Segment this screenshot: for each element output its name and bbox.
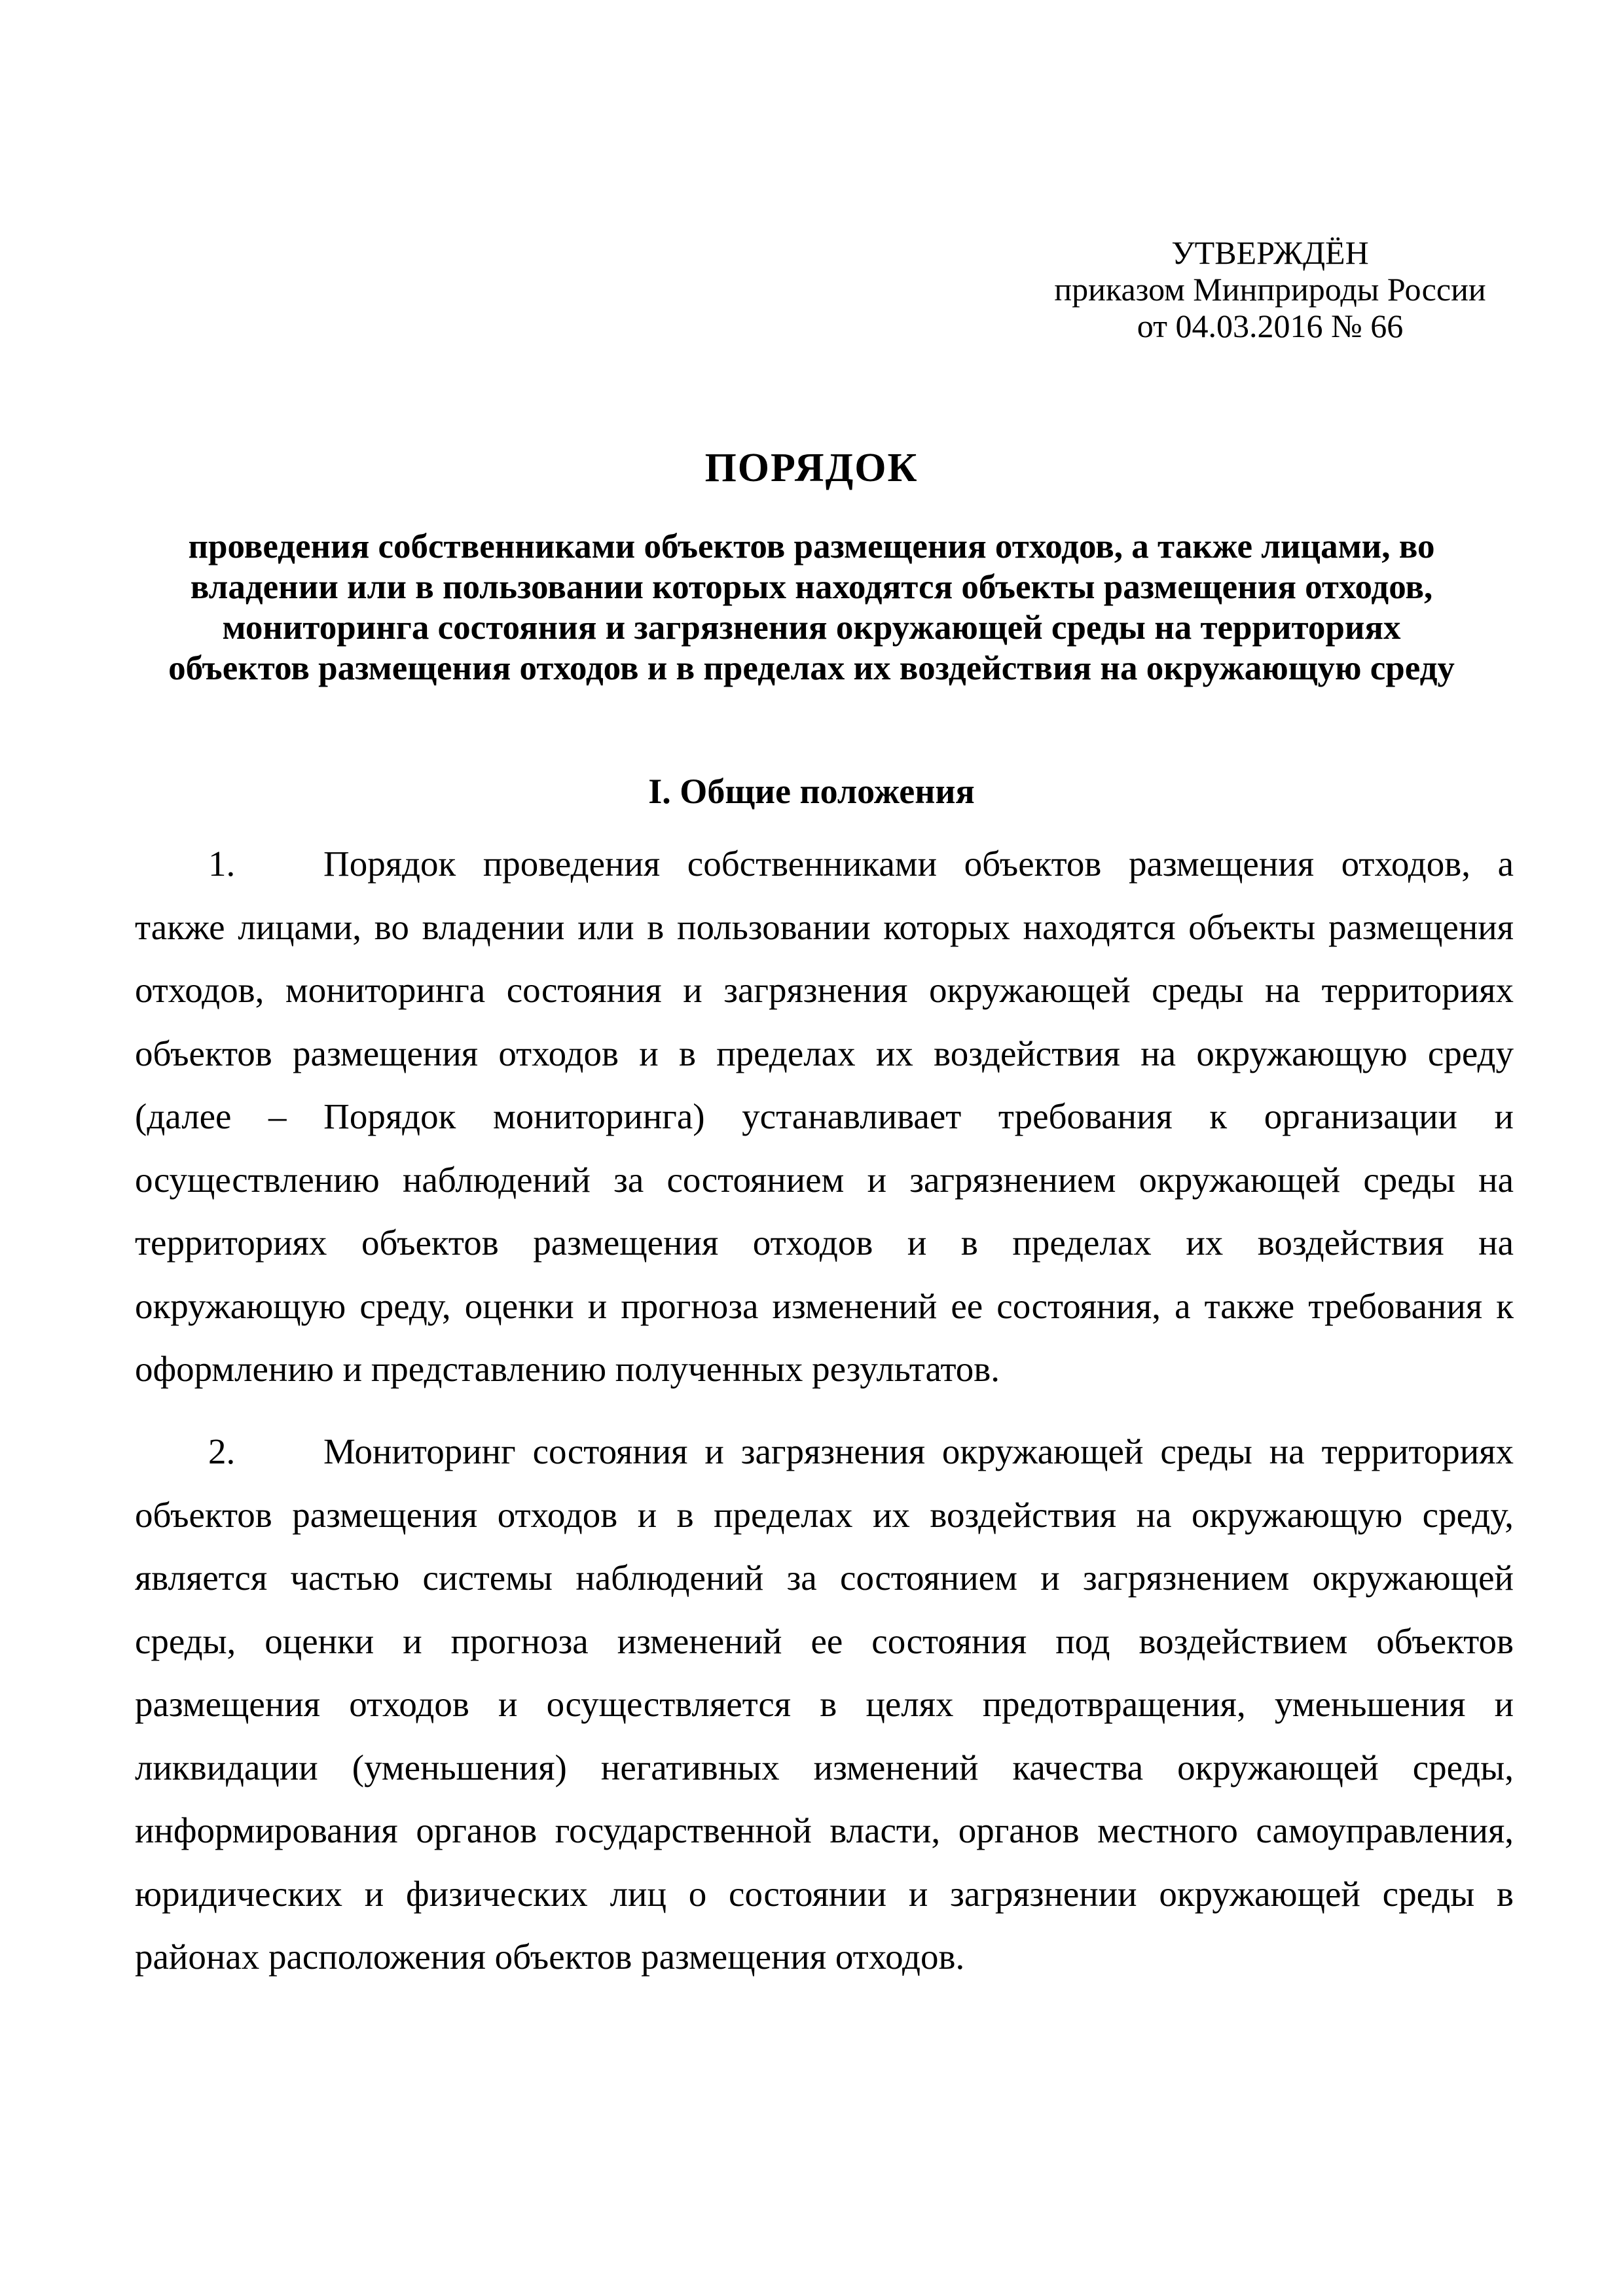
paragraph-line-text: Мониторинг состояния и загрязнения окружающей среды на территориях: [323, 1431, 1514, 1471]
paragraph-1: [135, 833, 1514, 1401]
paragraph-line: информирования органов государственной власти, органов местного самоуправления,: [135, 1810, 1514, 1850]
approval-date-number: от 04.03.2016 № 66: [1137, 308, 1404, 344]
paragraph-line: объектов размещения отходов и в пределах их воздействия на окружающую среду: [135, 1033, 1514, 1073]
approval-stamp-block: [1021, 234, 1519, 344]
section-heading: I. Общие положения: [648, 772, 975, 811]
subtitle-line: проведения собственниками объектов размещения отходов, а также лицами, во: [188, 528, 1435, 565]
paragraph-line: (далее – Порядок мониторинга) устанавливает требования к организации и: [135, 1096, 1514, 1136]
paragraph-line: является частью системы наблюдений за состоянием и загрязнением окружающей: [135, 1558, 1514, 1598]
approval-by: приказом Минприроды России: [1054, 271, 1486, 308]
paragraph-line: объектов размещения отходов и в пределах их воздействия на окружающую среду,: [135, 1494, 1514, 1535]
paragraph-line: районах расположения объектов размещения отходов.: [135, 1937, 965, 1977]
paragraph-line: юридических и физических лиц о состоянии и загрязнении окружающей среды в: [135, 1873, 1514, 1914]
paragraph-line: [135, 833, 1514, 896]
paragraph-line: оформлению и представлению полученных результатов.: [135, 1349, 1000, 1389]
document-title: ПОРЯДОК: [704, 446, 919, 490]
paragraph-line: размещения отходов и осуществляется в целях предотвращения, уменьшения и: [135, 1684, 1514, 1724]
paragraph-number: 1.: [208, 844, 236, 884]
paragraph-line: также лицами, во владении или в пользовании которых находятся объекты размещения: [135, 906, 1514, 947]
paragraph-line: среды, оценки и прогноза изменений ее состояния под воздействием объектов: [135, 1621, 1514, 1661]
approval-status: УТВЕРЖДЁН: [1171, 234, 1369, 271]
subtitle-line: мониторинга состояния и загрязнения окружающей среды на территориях: [222, 609, 1401, 647]
paragraph-line-text: Порядок проведения собственниками объектов размещения отходов, а: [323, 844, 1514, 884]
paragraph-line: территориях объектов размещения отходов и в пределах их воздействия на: [135, 1223, 1514, 1263]
paragraph-line: [135, 1420, 1514, 1484]
paragraph-line: отходов, мониторинга состояния и загрязнения окружающей среды на территориях: [135, 970, 1514, 1010]
paragraph-line: окружающую среду, оценки и прогноза изменений ее состояния, а также требования к: [135, 1285, 1514, 1326]
paragraph-number: 2.: [208, 1431, 236, 1471]
paragraph-line: ликвидации (уменьшения) негативных изменений качества окружающей среды,: [135, 1747, 1514, 1787]
subtitle-line: владении или в пользовании которых находятся объекты размещения отходов,: [190, 568, 1433, 606]
subtitle-line: объектов размещения отходов и в пределах их воздействия на окружающую среду: [168, 649, 1455, 687]
document-subtitle: [118, 526, 1505, 689]
paragraph-2: [135, 1420, 1514, 1989]
paragraph-line: осуществлению наблюдений за состоянием и загрязнением окружающей среды на: [135, 1159, 1514, 1200]
